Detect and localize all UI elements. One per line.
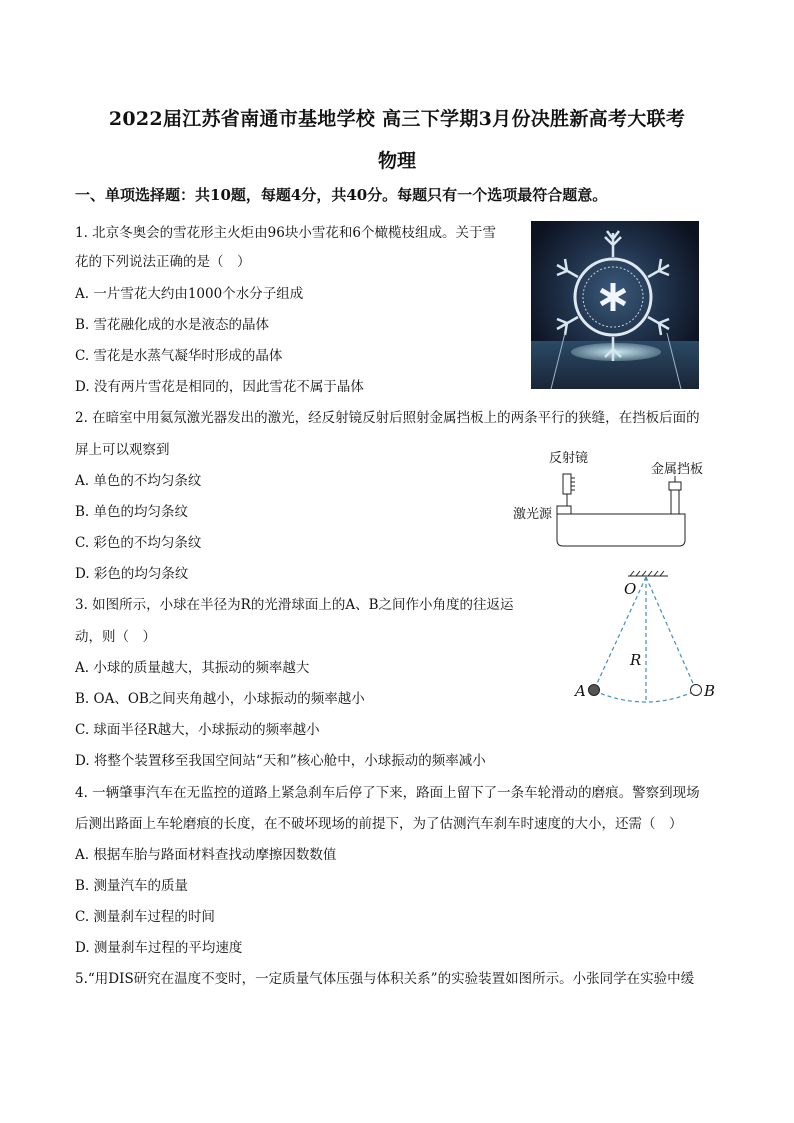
q2-option-d: D. 彩色的均匀条纹 [75, 566, 189, 582]
q3-option-a: A. 小球的质量越大，其振动的频率越大 [75, 660, 310, 676]
q3-stem-line2: 动，则（ ） [75, 629, 156, 645]
source-label: 激光源 [513, 507, 553, 522]
laser-diagram-svg [505, 444, 715, 554]
q4-stem-line2: 后测出路面上车轮磨痕的长度，在不破坏现场的前提下，为了估测汽车刹车时速度的大小，还需（ ） [75, 816, 683, 832]
q4-option-b: B. 测量汽车的质量 [75, 878, 189, 894]
q3-option-d: D. 将整个装置移至我国空间站“天和”核心舱中，小球振动的频率减小 [75, 753, 486, 769]
ball-b-icon [691, 685, 702, 696]
label-a: A [575, 682, 586, 700]
exam-subject: 物理 [377, 150, 416, 172]
q2-stem-line2: 屏上可以观察到 [75, 442, 170, 458]
q2-option-a: A. 单色的不均匀条纹 [75, 473, 202, 489]
section-heading: 一、单项选择题：共10题，每题4分，共40分。每题只有一个选项最符合题意。 [75, 186, 608, 204]
exam-title: 2022届江苏省南通市基地学校 高三下学期3月份决胜新高考大联考 [108, 108, 686, 130]
q1-stem-line2: 花的下列说法正确的是（ ） [75, 254, 251, 270]
q3-stem-line1: 3. 如图所示，小球在半径为R的光滑球面上的A、B之间作小角度的往返运 [75, 597, 514, 613]
plate-label: 金属挡板 [651, 462, 704, 477]
mirror-label: 反射镜 [549, 451, 589, 466]
pendulum-diagram [566, 566, 726, 714]
q1-stem-line1: 1. 北京冬奥会的雪花形主火炬由96块小雪花和6个橄榄枝组成。关于雪 [75, 225, 496, 241]
q2-option-c: C. 彩色的不均匀条纹 [75, 535, 202, 551]
q3-option-b: B. OA、OB之间夹角越小，小球振动的频率越小 [75, 691, 365, 707]
q2-option-b: B. 单色的均匀条纹 [75, 504, 189, 520]
ball-a-icon [589, 685, 600, 696]
q4-option-a: A. 根据车胎与路面材料查找动摩擦因数数值 [75, 847, 337, 863]
q1-option-b: B. 雪花融化成的水是液态的晶体 [75, 317, 270, 333]
q5-stem-line1: 5.“用DIS研究在温度不变时，一定质量气体压强与体积关系”的实验装置如图所示。小张同学在实验中缓 [75, 971, 695, 987]
q4-option-c: C. 测量刹车过程的时间 [75, 909, 215, 925]
q1-option-c: C. 雪花是水蒸气凝华时形成的晶体 [75, 348, 283, 364]
label-b: B [704, 682, 716, 700]
pendulum-diagram-svg [566, 566, 726, 714]
q3-option-c: C. 球面半径R越大，小球振动的频率越小 [75, 722, 320, 738]
laser-diagram [505, 444, 715, 554]
q1-option-d: D. 没有两片雪花是相同的，因此雪花不属于晶体 [75, 379, 364, 395]
q4-option-d: D. 测量刹车过程的平均速度 [75, 940, 243, 956]
q1-option-a: A. 一片雪花大约由1000个水分子组成 [75, 286, 304, 302]
q2-stem-line1: 2. 在暗室中用氦氖激光器发出的激光，经反射镜反射后照射金属挡板上的两条平行的狭缝，在挡板后面的 [75, 410, 700, 426]
label-r: R [630, 651, 642, 669]
snowflake-icon [531, 221, 699, 389]
snowflake-torch-photo [531, 221, 699, 389]
q4-stem-line1: 4. 一辆肇事汽车在无监控的道路上紧急刹车后停了下来，路面上留下了一条车轮滑动的磨痕。警察到现场 [75, 785, 700, 801]
label-o: O [624, 580, 637, 598]
